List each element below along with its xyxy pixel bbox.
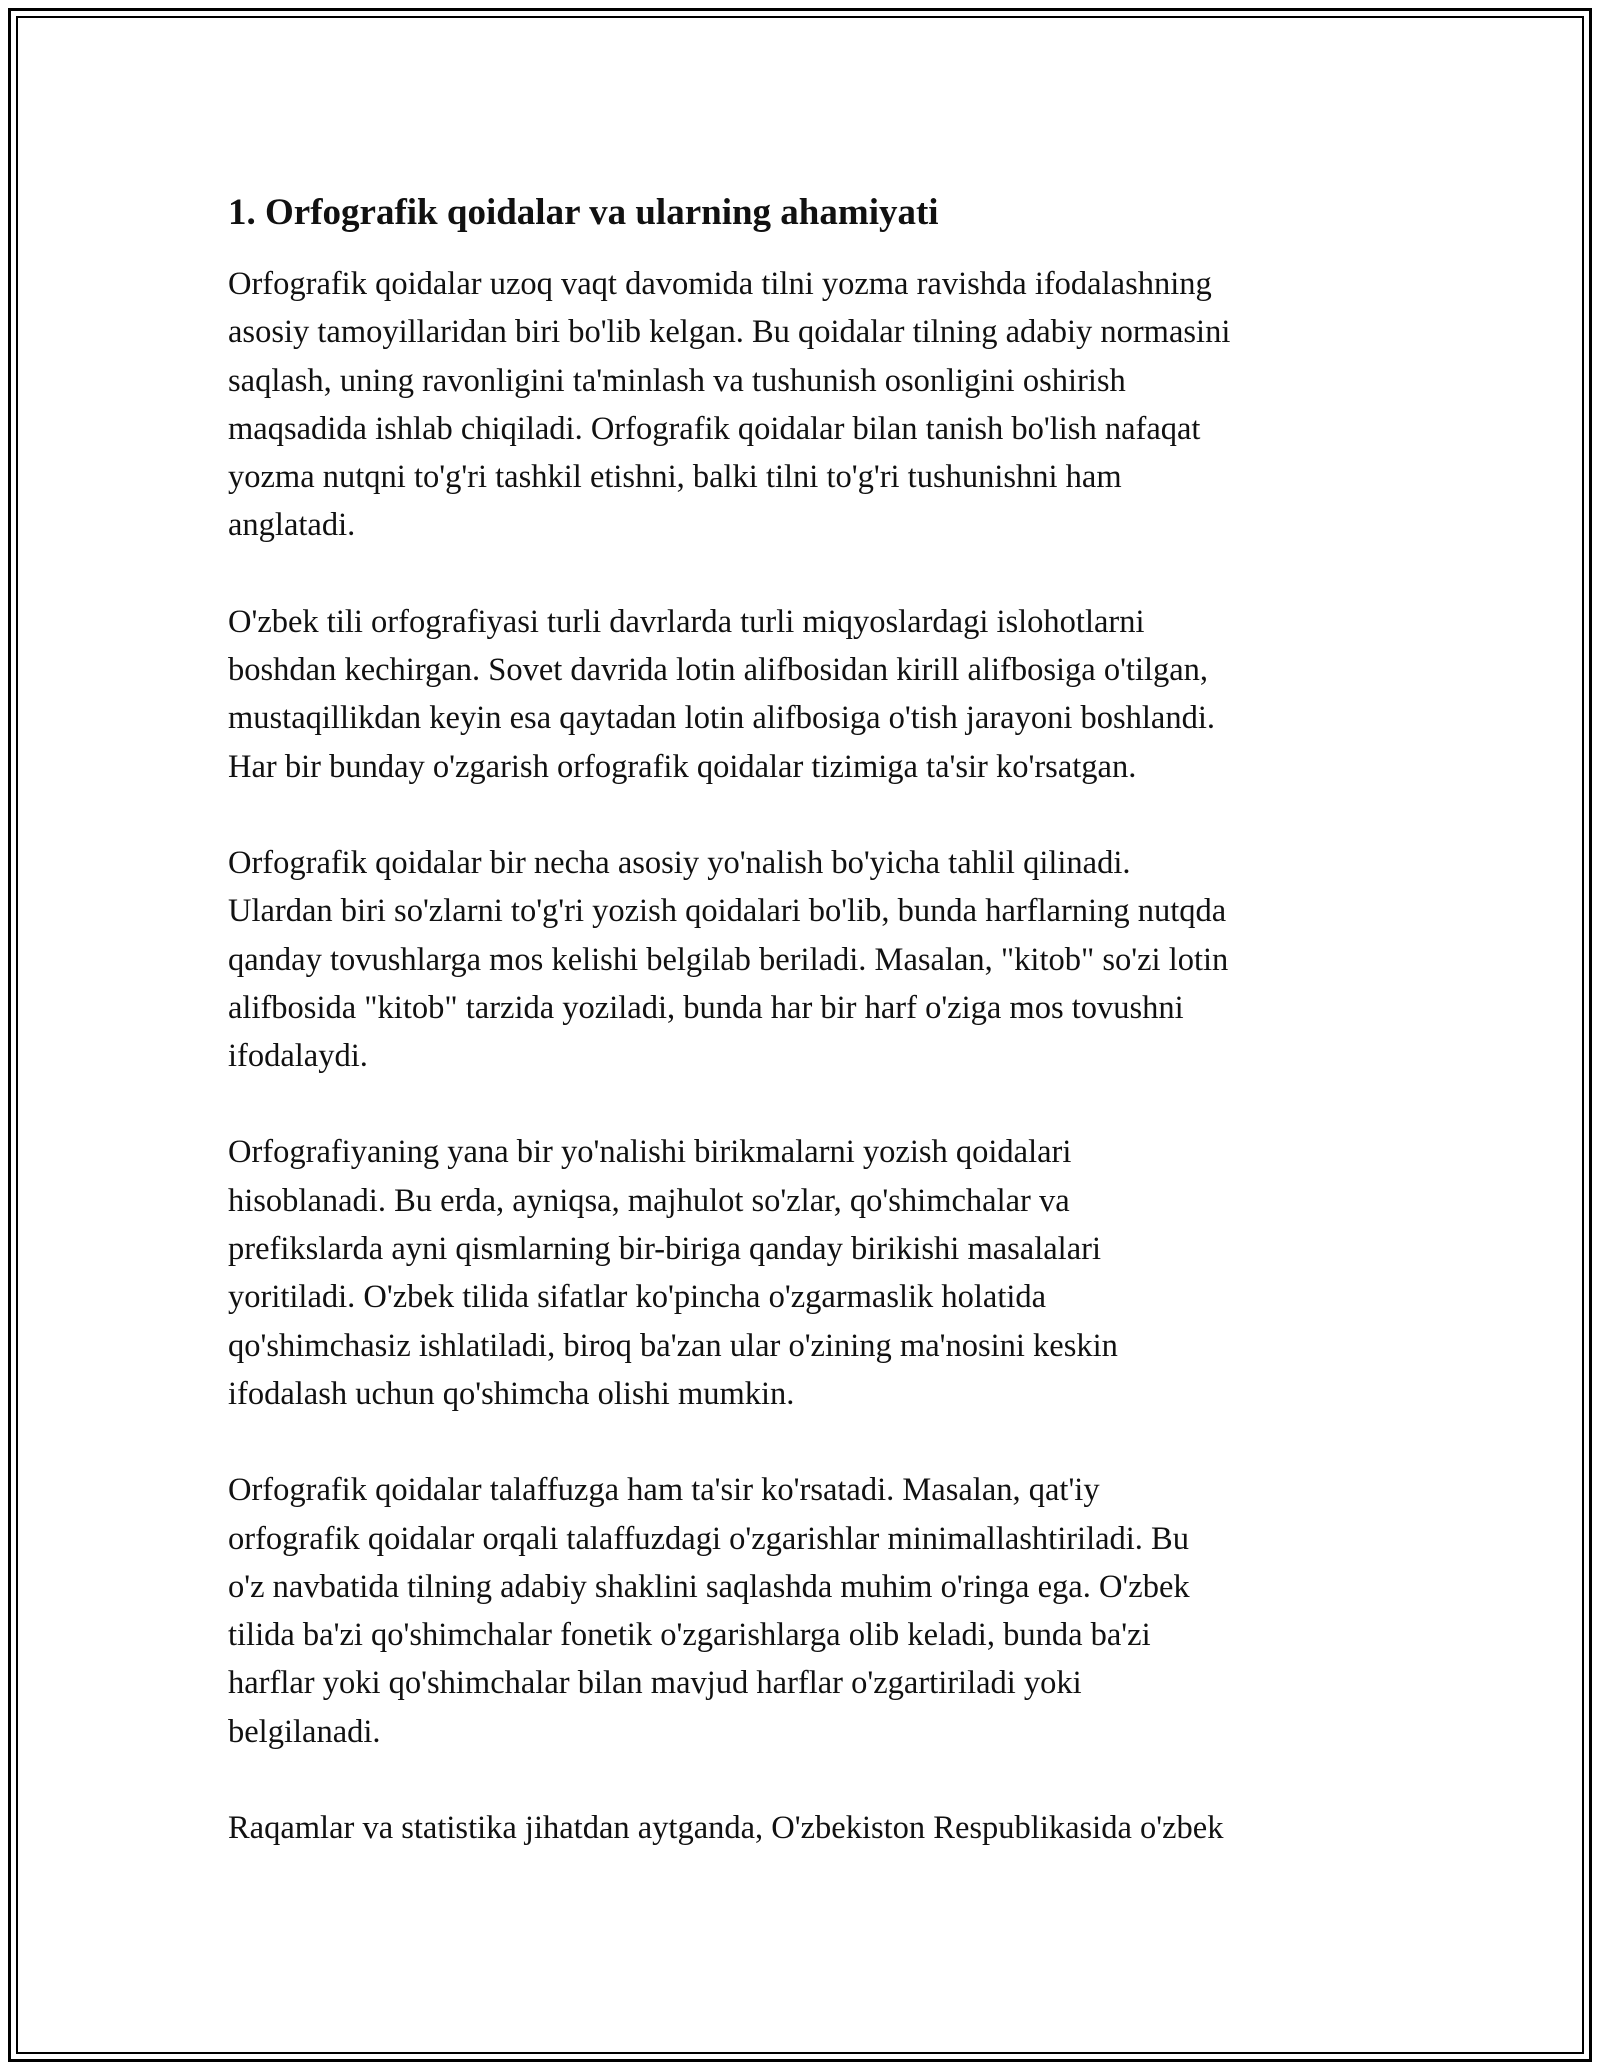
paragraph-line: saqlash, uning ravonligini ta'minlash va tushunish osonligini oshirish [228,362,1126,399]
paragraph-line: mustaqillikdan keyin esa qaytadan lotin alifbosiga o'tish jarayoni boshlandi. [228,700,1215,737]
paragraph-line: hisoblanadi. Bu erda, ayniqsa, majhulot so'zlar, qo'shimchalar va [228,1182,1070,1219]
section-heading: 1. Orfografik qoidalar va ularning ahamiyati [228,192,939,233]
paragraph-line: ifodalaydi. [228,1038,368,1075]
paragraph-line: alifbosida "kitob" tarzida yoziladi, bunda har bir harf o'ziga mos tovushni [228,989,1184,1026]
paragraph-line: Raqamlar va statistika jihatdan aytganda, O'zbekiston Respublikasida o'zbek [228,1810,1224,1847]
paragraph-line: o'z navbatida tilning adabiy shaklini saqlashda muhim o'ringa ega. O'zbek [228,1568,1190,1605]
paragraph [228,260,1388,550]
paragraph-line: asosiy tamoyillaridan biri bo'lib kelgan. Bu qoidalar tilning adabiy normasini [228,314,1231,351]
paragraph-line: O'zbek tili orfografiyasi turli davrlarda turli miqyoslardagi islohotlarni [228,603,1145,640]
document-body [228,186,1388,1900]
paragraph-line: orfografik qoidalar orqali talaffuzdagi o'zgarishlar minimallashtiriladi. Bu [228,1520,1189,1557]
paragraph-line: harflar yoki qo'shimchalar bilan mavjud harflar o'zgartiriladi yoki [228,1665,1082,1702]
paragraph-list [228,260,1388,1852]
paragraph-line: Orfografik qoidalar talaffuzga ham ta'sir ko'rsatadi. Masalan, qat'iy [228,1472,1100,1509]
paragraph-line: Orfografik qoidalar bir necha asosiy yo'nalish bo'yicha tahlil qilinadi. [228,844,1131,881]
paragraph [228,1128,1388,1418]
paragraph-line: tilida ba'zi qo'shimchalar fonetik o'zgarishlarga olib keladi, bunda ba'zi [228,1617,1151,1654]
paragraph-line: prefikslarda ayni qismlarning bir-biriga qanday birikishi masalalari [228,1231,1101,1268]
paragraph-line: Ulardan biri so'zlarni to'g'ri yozish qoidalari bo'lib, bunda harflarning nutqda [228,893,1227,930]
paragraph-line: belgilanadi. [228,1713,381,1750]
paragraph-line: maqsadida ishlab chiqiladi. Orfografik qoidalar bilan tanish bo'lish nafaqat [228,410,1201,447]
paragraph-line: yoritiladi. O'zbek tilida sifatlar ko'pincha o'zgarmaslik holatida [228,1279,1047,1316]
paragraph-line: boshdan kechirgan. Sovet davrida lotin alifbosidan kirill alifbosiga o'tilgan, [228,652,1209,689]
paragraph-line: Orfografiyaning yana bir yo'nalishi birikmalarni yozish qoidalari [228,1134,1072,1171]
paragraph-line: Har bir bunday o'zgarish orfografik qoidalar tizimiga ta'sir ko'rsatgan. [228,748,1137,785]
paragraph-line: yozma nutqni to'g'ri tashkil etishni, balki tilni to'g'ri tushunishni ham [228,459,1122,496]
paragraph-line: qanday tovushlarga mos kelishi belgilab beriladi. Masalan, "kitob" so'zi lotin [228,941,1229,978]
paragraph-line: qo'shimchasiz ishlatiladi, biroq ba'zan ular o'zining ma'nosini keskin [228,1327,1118,1364]
paragraph [228,598,1388,791]
paragraph-line: ifodalash uchun qo'shimcha olishi mumkin. [228,1375,795,1412]
paragraph-line: anglatadi. [228,507,356,544]
paragraph [228,1804,1388,1852]
paragraph [228,1466,1388,1756]
paragraph [228,839,1388,1080]
paragraph-line: Orfografik qoidalar uzoq vaqt davomida tilni yozma ravishda ifodalashning [228,266,1212,302]
